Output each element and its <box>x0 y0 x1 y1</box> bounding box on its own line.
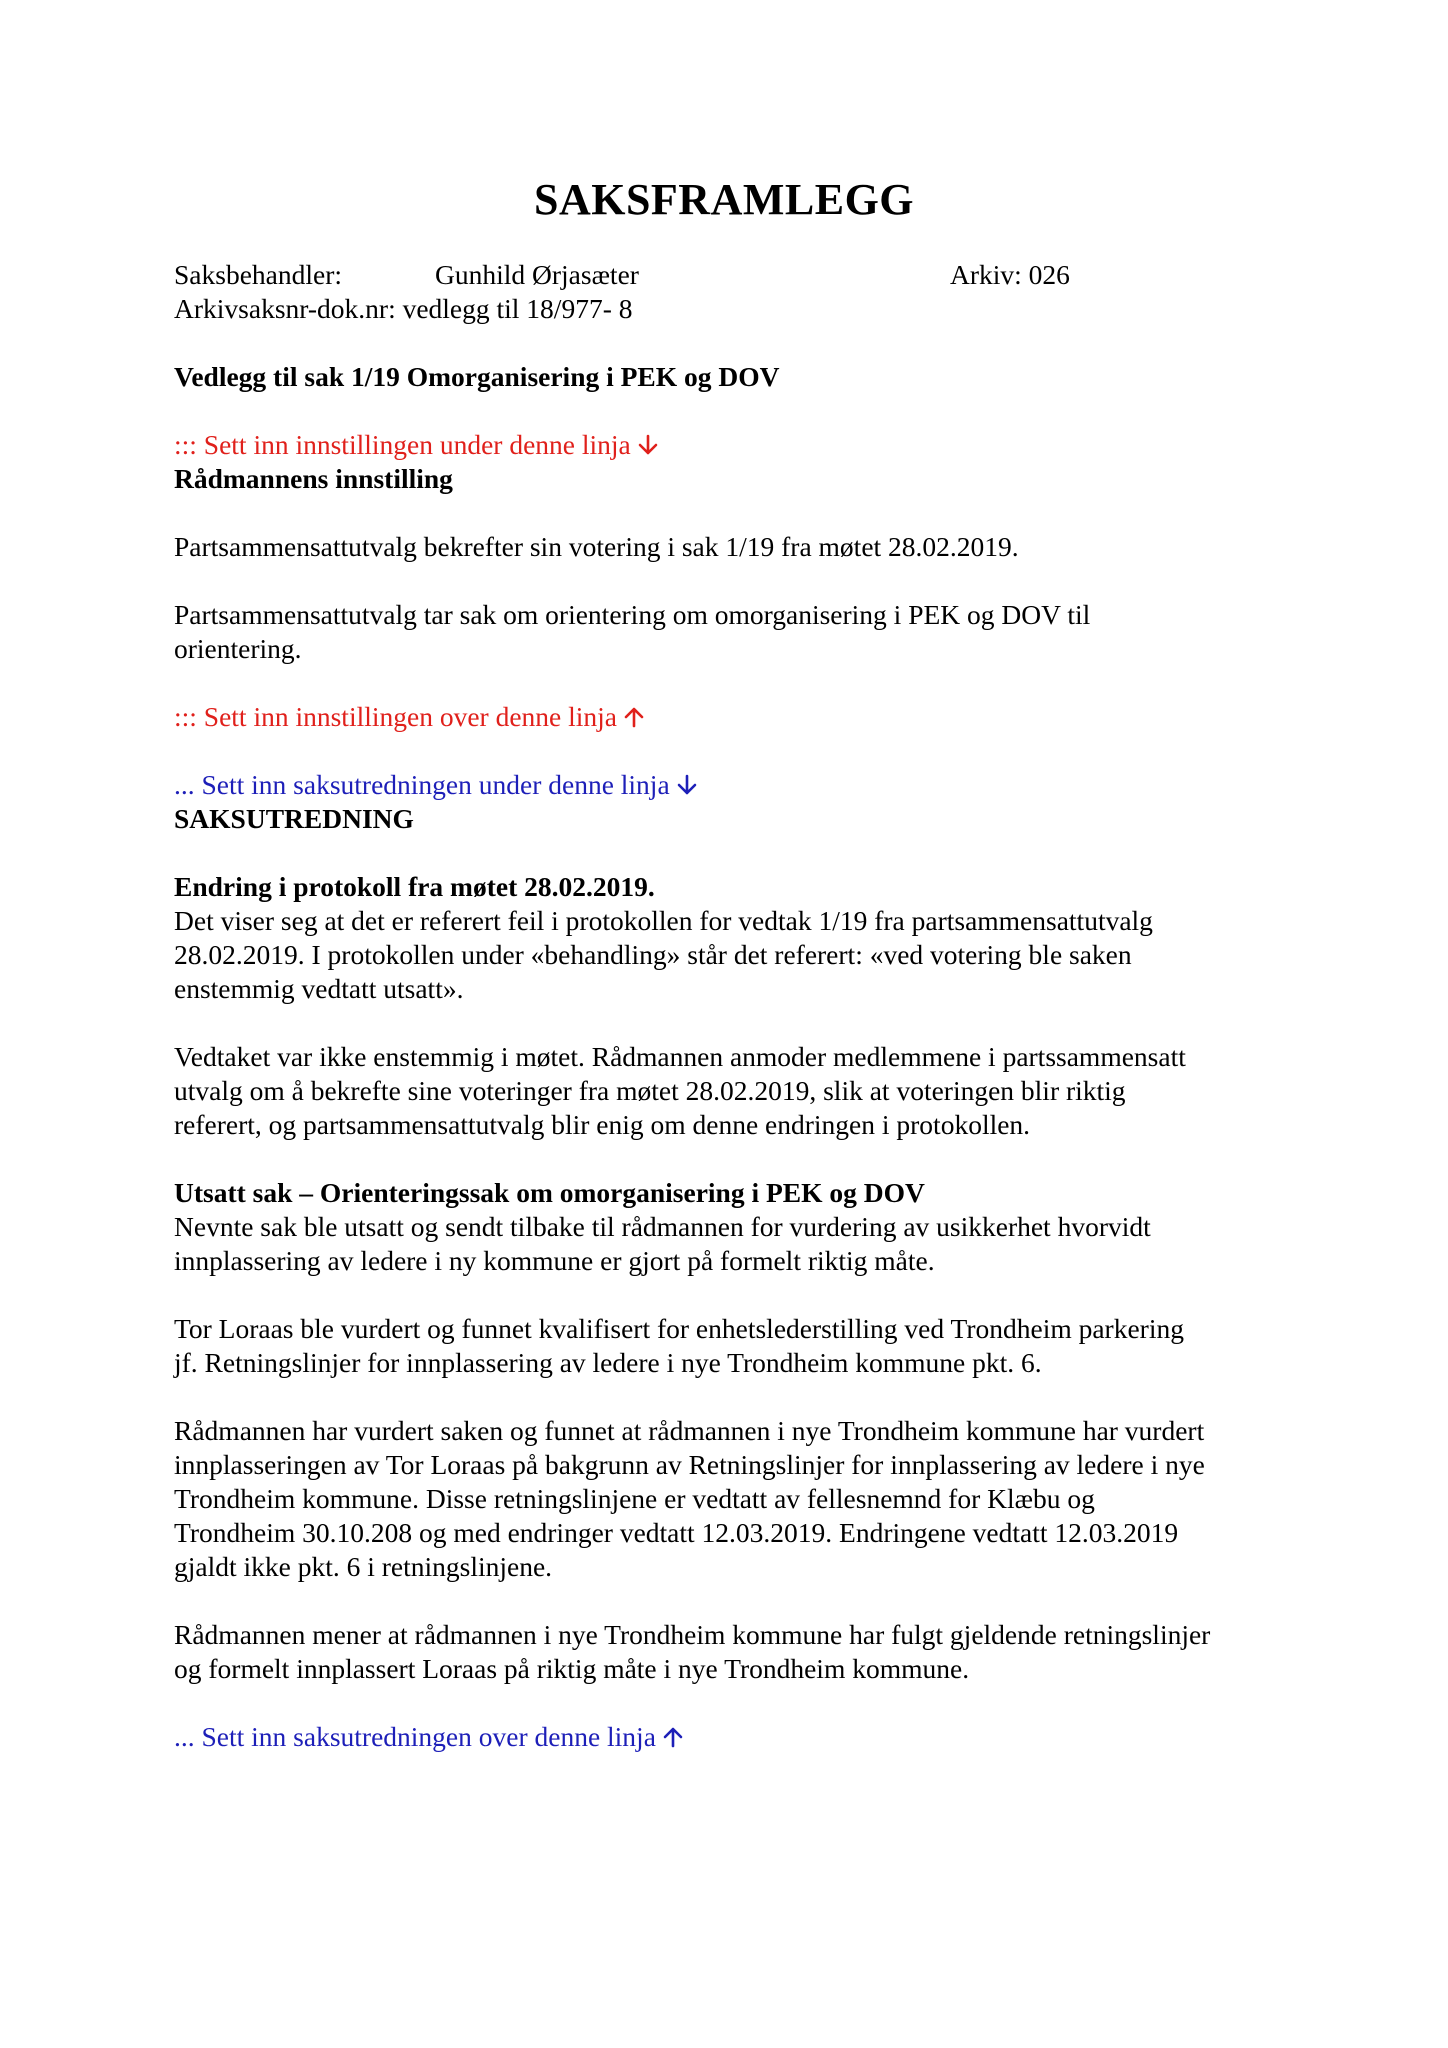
document-body <box>174 258 1304 1754</box>
recommendation-paragraph-2-line-2: orientering. <box>174 633 302 664</box>
section-1-paragraph-2-line: referert, og partsammensattutvalg blir enig om denne endringen i protokollen. <box>174 1109 1031 1140</box>
investigation-end-text: ... Sett inn saksutredningen over denne linja <box>174 1721 656 1752</box>
subject-line: Vedlegg til sak 1/19 Omorganisering i PEK og DOV <box>174 361 780 392</box>
section-2-paragraph-4-line: og formelt innplassert Loraas på riktig måte i nye Trondheim kommune. <box>174 1653 970 1684</box>
recommendation-paragraph-2-line-1: Partsammensattutvalg tar sak om orientering om omorganisering i PEK og DOV til <box>174 599 1091 630</box>
document-title: SAKSFRAMLEGG <box>533 175 915 224</box>
section-1-paragraph-1-line: 28.02.2019. I protokollen under «behandling» står det referert: «ved votering ble saken <box>174 939 1132 970</box>
arrow-down-icon <box>637 434 659 456</box>
archive-code: Arkiv: 026 <box>950 259 1070 290</box>
recommendation-start-text: ::: Sett inn innstillingen under denne linja <box>174 429 631 460</box>
meta-row-case-handler <box>174 258 1304 292</box>
section-2-paragraph-4-line: Rådmannen mener at rådmannen i nye Trondheim kommune har fulgt gjeldende retningslinjer <box>174 1619 1211 1650</box>
case-handler-label: Saksbehandler: <box>174 259 343 290</box>
section-2-paragraph-1-line: innplassering av ledere i ny kommune er gjort på formelt riktig måte. <box>174 1245 935 1276</box>
section-2-paragraph-3-line: gjaldt ikke pkt. 6 i retningslinjene. <box>174 1551 553 1582</box>
section-2-paragraph-3-line: Trondheim 30.10.208 og med endringer vedtatt 12.03.2019. Endringene vedtatt 12.03.2019 <box>174 1517 1179 1548</box>
section-2-paragraph-3-line: Rådmannen har vurdert saken og funnet at rådmannen i nye Trondheim kommune har vurdert <box>174 1415 1205 1446</box>
investigation-end-marker <box>174 1720 1304 1754</box>
section-1-paragraph-2-line: Vedtaket var ikke enstemmig i møtet. Rådmannen anmoder medlemmene i partssammensatt <box>174 1041 1186 1072</box>
section-2-paragraph-2-line: jf. Retningslinjer for innplassering av ledere i nye Trondheim kommune pkt. 6. <box>174 1347 1042 1378</box>
section-2-paragraph-2-line: Tor Loraas ble vurdert og funnet kvalifisert for enhetslederstilling ved Trondheim parkering <box>174 1313 1184 1344</box>
investigation-heading: SAKSUTREDNING <box>174 803 414 834</box>
section-1-heading: Endring i protokoll fra møtet 28.02.2019. <box>174 871 655 902</box>
section-1-paragraph-2-line: utvalg om å bekrefte sine voteringer fra møtet 28.02.2019, slik at voteringen blir riktig <box>174 1075 1126 1106</box>
investigation-start-text: ... Sett inn saksutredningen under denne linja <box>174 769 670 800</box>
section-1-paragraph-1-line: Det viser seg at det er referert feil i protokollen for vedtak 1/19 fra partsammensattutvalg <box>174 905 1153 936</box>
arrow-up-icon <box>662 1726 684 1748</box>
arrow-down-icon <box>676 774 698 796</box>
recommendation-paragraph-1: Partsammensattutvalg bekrefter sin votering i sak 1/19 fra møtet 28.02.2019. <box>174 531 1019 562</box>
case-handler-name: Gunhild Ørjasæter <box>435 259 639 290</box>
section-2-paragraph-3-line: Trondheim kommune. Disse retningslinjene er vedtatt av fellesnemnd for Klæbu og <box>174 1483 1095 1514</box>
recommendation-end-marker <box>174 700 1304 734</box>
recommendation-end-text: ::: Sett inn innstillingen over denne linja <box>174 701 617 732</box>
arrow-up-icon <box>623 706 645 728</box>
section-1-paragraph-1-line: enstemmig vedtatt utsatt». <box>174 973 464 1004</box>
section-2-heading: Utsatt sak – Orienteringssak om omorganisering i PEK og DOV <box>174 1177 925 1208</box>
recommendation-heading: Rådmannens innstilling <box>174 463 453 494</box>
section-2-paragraph-3-line: innplasseringen av Tor Loraas på bakgrunn av Retningslinjer for innplassering av ledere i nye <box>174 1449 1205 1480</box>
recommendation-start-marker <box>174 428 1304 462</box>
section-2-paragraph-1-line: Nevnte sak ble utsatt og sendt tilbake til rådmannen for vurdering av usikkerhet hvorvidt <box>174 1211 1151 1242</box>
investigation-start-marker <box>174 768 1304 802</box>
archive-case-number: Arkivsaksnr-dok.nr: vedlegg til 18/977- 8 <box>174 293 633 324</box>
